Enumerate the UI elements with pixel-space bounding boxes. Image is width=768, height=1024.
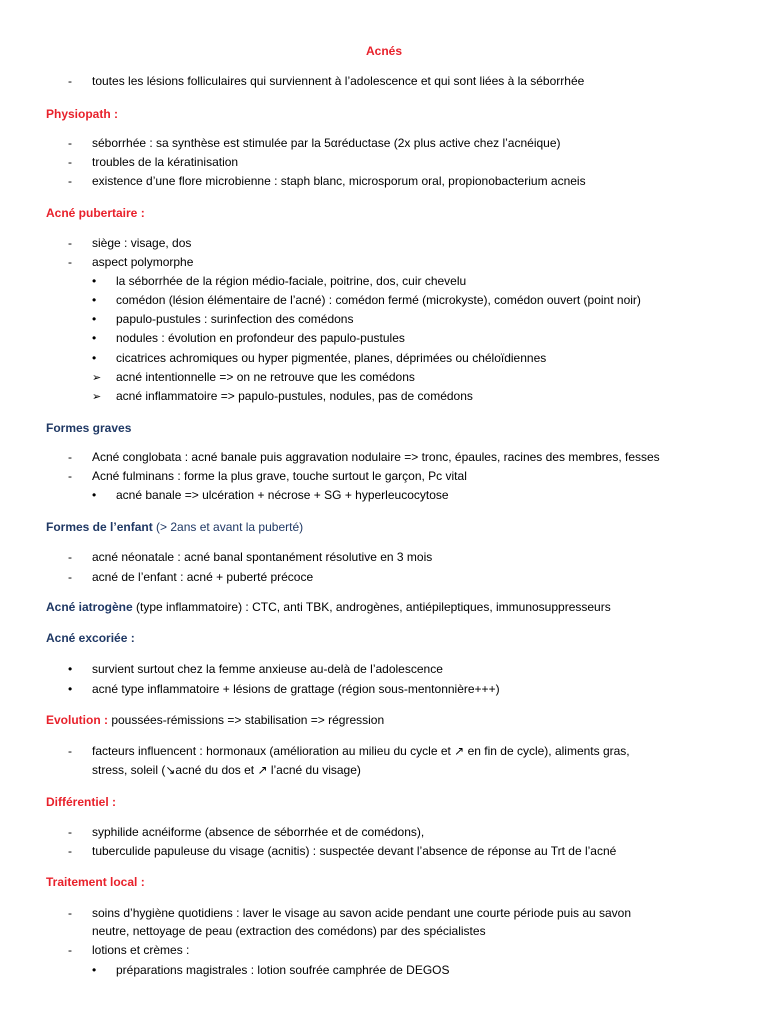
bullet-item-text: préparations magistrales : lotion soufrée camphrée de DEGOS (116, 963, 450, 977)
bullet-marker (92, 961, 112, 980)
evolution-text: poussées-rémissions => stabilisation => régression (108, 713, 385, 727)
list-item-text: aspect polymorphe (92, 255, 194, 269)
bullet-item (68, 660, 728, 679)
list-item-text: acné néonatale : acné banal spontanément résolutive en 3 mois (92, 550, 433, 564)
list-item-text: neutre, nettoyage de peau (extraction des comédons) par des spécialistes (92, 924, 486, 938)
iatrogene-line (46, 598, 736, 617)
list-item-text: Acné conglobata : acné banale puis aggravation nodulaire => tronc, épaules, racines des membres, fesses (92, 450, 660, 464)
traitement-heading: Traitement local : (46, 875, 145, 889)
list-item (68, 134, 728, 153)
arrow-marker-icon (92, 387, 112, 407)
excoriee-heading: Acné excoriée : (46, 631, 135, 645)
bullet-item-text: cicatrices achromiques ou hyper pigmentée, planes, déprimées ou chéloïdiennes (116, 351, 547, 365)
dash-marker (68, 742, 88, 761)
list-item-text: soins d’hygiène quotidiens : laver le visage au savon acide pendant une courte période puis au savon (92, 906, 632, 920)
bullet-item-text: papulo-pustules : surinfection des comédons (116, 312, 354, 326)
iatrogene-heading: Acné iatrogène (46, 600, 133, 614)
dash-marker (68, 842, 88, 861)
list-item (68, 742, 728, 761)
bullet-item (92, 961, 732, 980)
dash-marker (68, 904, 88, 923)
physiopath-heading: Physiopath : (46, 107, 119, 121)
list-item-continuation (68, 761, 728, 780)
arrow-item (92, 387, 732, 406)
bullet-marker (92, 329, 112, 348)
list-item (68, 823, 728, 842)
arrow-item-text: acné inflammatoire => papulo-pustules, nodules, pas de comédons (116, 389, 473, 403)
list-item-text: acné de l’enfant : acné + puberté précoce (92, 570, 314, 584)
pubertaire-heading: Acné pubertaire : (46, 206, 145, 220)
list-item (68, 172, 728, 191)
bullet-item-text: acné banale => ulcération + nécrose + SG + hyperleucocytose (116, 488, 449, 502)
bullet-marker (92, 349, 112, 368)
dash-marker (68, 253, 88, 272)
bullet-item-text: comédon (lésion élémentaire de l’acné) : comédon fermé (microkyste), comédon ouvert (point noir) (116, 293, 641, 307)
dash-marker (68, 568, 88, 587)
arrow-item (92, 368, 732, 387)
arrow-item-text: acné intentionnelle => on ne retrouve que les comédons (116, 370, 415, 384)
list-item (68, 448, 728, 467)
list-item-continuation (68, 922, 728, 941)
bullet-marker (68, 660, 88, 679)
list-item-text: facteurs influencent : hormonaux (amélioration au milieu du cycle et ↗ en fin de cycle), aliments gras, (92, 744, 630, 758)
list-item-text: stress, soleil (↘acné du dos et ↗ l’acné du visage) (92, 763, 361, 777)
list-item (68, 253, 728, 272)
list-item (68, 234, 728, 253)
list-item (68, 904, 728, 923)
differentiel-heading: Différentiel : (46, 795, 117, 809)
graves-heading: Formes graves (46, 421, 132, 435)
bullet-marker (92, 486, 112, 505)
list-item-text: tuberculide papuleuse du visage (acnitis) : suspectée devant l’absence de réponse au Trt de l’acné (92, 844, 617, 858)
bullet-item (92, 272, 732, 291)
dash-marker (68, 134, 88, 153)
page-title: Acnés (365, 44, 403, 58)
list-item-text: séborrhée : sa synthèse est stimulée par la 5αréductase (2x plus active chez l’acnéique) (92, 136, 561, 150)
dash-marker (68, 153, 88, 172)
enfant-heading-text: Formes de l’enfant (46, 520, 153, 534)
intro-text: toutes les lésions folliculaires qui surviennent à l’adolescence et qui sont liées à la séborrhée (92, 74, 585, 88)
dash-marker (68, 448, 88, 467)
bullet-item (92, 310, 732, 329)
dash-marker (68, 72, 88, 91)
enfant-heading-note: (> 2ans et avant la puberté) (152, 520, 304, 534)
bullet-item-text: survient surtout chez la femme anxieuse au-delà de l’adolescence (92, 662, 443, 676)
list-item-text: lotions et crèmes : (92, 943, 190, 957)
list-item-text: existence d’une flore microbienne : staph blanc, microsporum oral, propionobacterium acneis (92, 174, 586, 188)
bullet-item (92, 349, 732, 368)
bullet-item (68, 680, 728, 699)
bullet-item (92, 486, 732, 505)
dash-marker (68, 234, 88, 253)
arrow-marker-icon (92, 368, 112, 388)
bullet-marker (68, 680, 88, 699)
list-item (68, 842, 728, 861)
dash-marker (68, 172, 88, 191)
intro-item (68, 72, 728, 91)
list-item-text: syphilide acnéiforme (absence de séborrhée et de comédons), (92, 825, 425, 839)
dash-marker (68, 548, 88, 567)
list-item-text: Acné fulminans : forme la plus grave, touche surtout le garçon, Pc vital (92, 469, 467, 483)
iatrogene-text: (type inflammatoire) : CTC, anti TBK, androgènes, antiépileptiques, immunosuppresseurs (132, 600, 611, 614)
list-item-text: troubles de la kératinisation (92, 155, 239, 169)
bullet-item (92, 291, 732, 310)
bullet-item-text: acné type inflammatoire + lésions de grattage (région sous-mentonnière+++) (92, 682, 500, 696)
bullet-marker (92, 272, 112, 291)
dash-marker (68, 941, 88, 960)
list-item (68, 548, 728, 567)
list-item (68, 568, 728, 587)
bullet-item-text: nodules : évolution en profondeur des papulo-pustules (116, 331, 405, 345)
bullet-marker (92, 291, 112, 310)
bullet-item-text: la séborrhée de la région médio-faciale, poitrine, dos, cuir chevelu (116, 274, 467, 288)
list-item (68, 467, 728, 486)
dash-marker (68, 467, 88, 486)
list-item-text: siège : visage, dos (92, 236, 192, 250)
bullet-marker (92, 310, 112, 329)
evolution-line (46, 711, 736, 730)
dash-marker (68, 823, 88, 842)
enfant-heading (46, 518, 303, 537)
evolution-heading: Evolution : (46, 713, 108, 727)
list-item (68, 941, 728, 960)
bullet-item (92, 329, 732, 348)
list-item (68, 153, 728, 172)
